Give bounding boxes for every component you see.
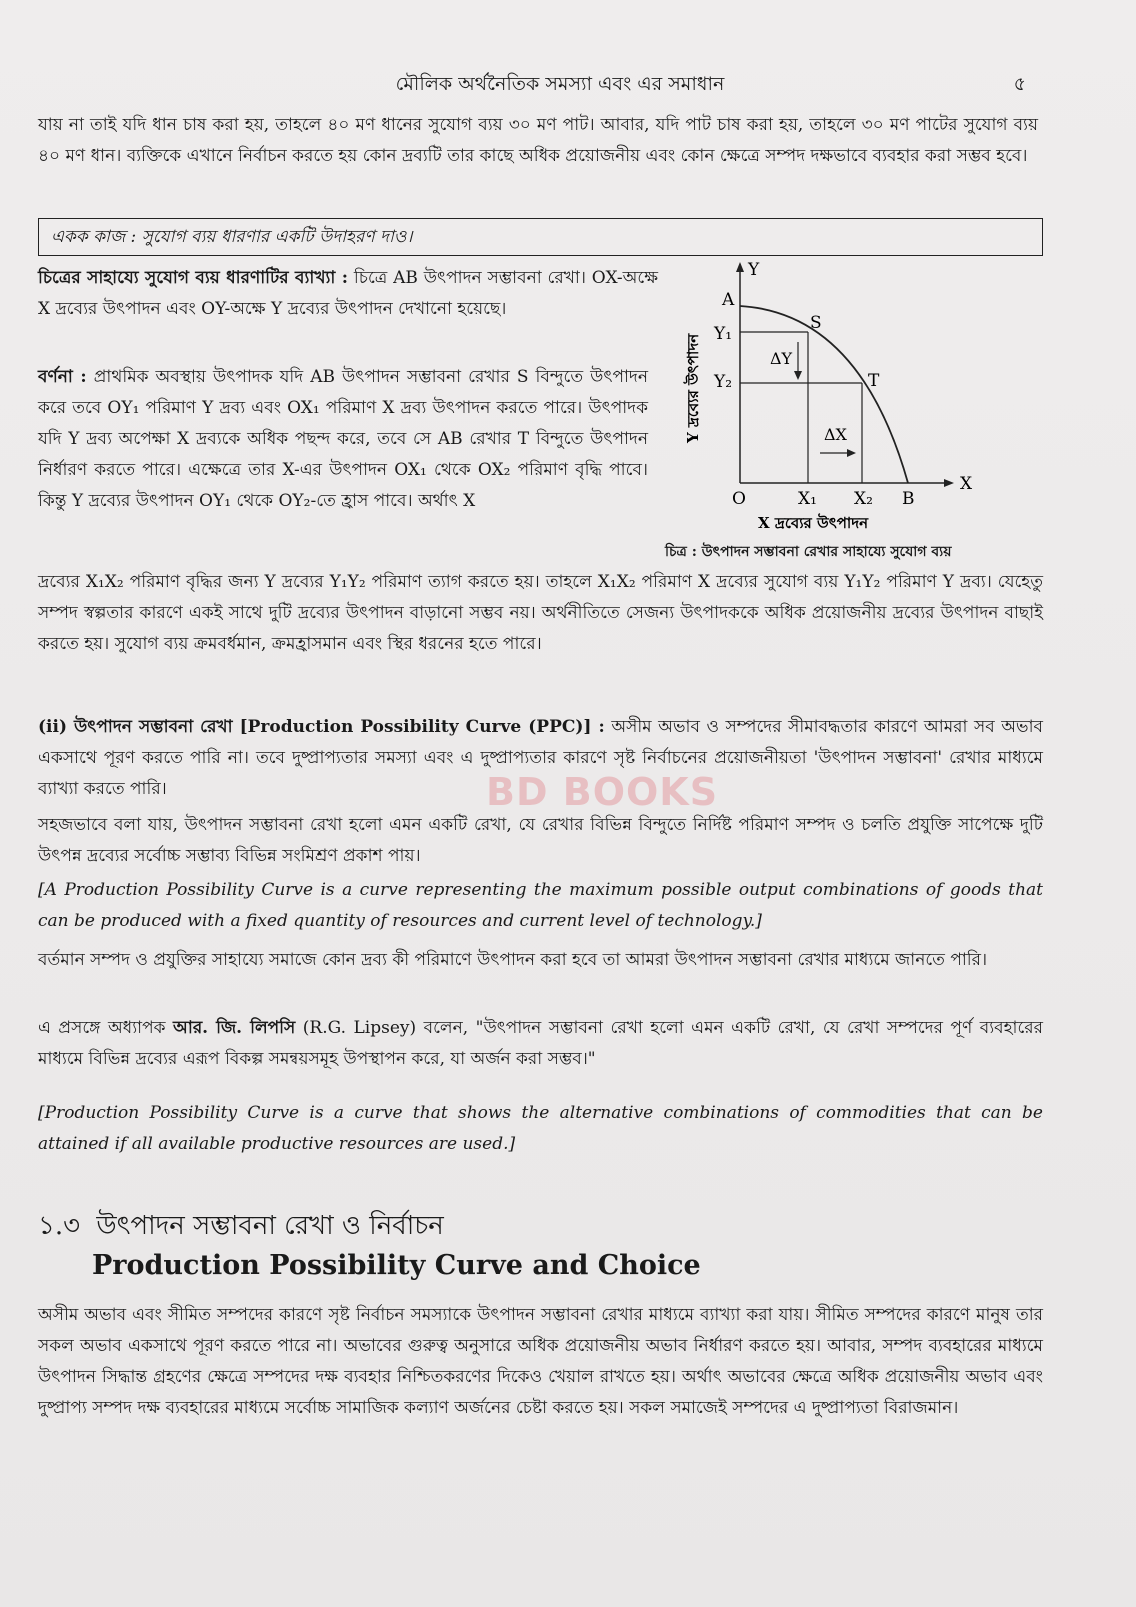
x2-label: X₂ (854, 489, 873, 509)
x-axis-arrow (944, 479, 954, 487)
delta-x-arrowhead (847, 449, 856, 457)
point-a-label: A (722, 290, 735, 310)
lipsey-intro: এ প্রসঙ্গে অধ্যাপক (38, 1018, 166, 1038)
section-title-en: Production Possibility Curve and Choice (92, 1250, 701, 1281)
page-header (0, 70, 1136, 100)
description-label: বর্ণনা : (38, 367, 87, 387)
lipsey-rest: (R.G. Lipsey) বলেন, "উৎপাদন সম্ভাবনা রেখা হলো এমন একটি রেখা, যে রেখা সম্পদের পূর্ণ ব্যবহারের মাধ্যমে বিভিন্ন দ্রব্যের এরূপ বিকল্প সমন্বয়সমূহ উপস্থাপন করে, যা অর্জন করা সম্ভব।" (38, 1018, 1043, 1069)
figure-caption: চিত্র : উৎপাদন সম্ভাবনা রেখার সাহায্যে সুযোগ ব্যয় (665, 544, 952, 560)
diagram-explanation-text: চিত্রে AB উৎপাদন সম্ভাবনা রেখা। OX-অক্ষে X দ্রব্যের উৎপাদন এবং OY-অক্ষে Y দ্রব্যের উৎপাদন দেখানো হয়েছে। (38, 268, 659, 319)
description-text-part1: প্রাথমিক অবস্থায় উৎপাদক যদি AB উৎপাদন সম্ভাবনা রেখার S বিন্দুতে উৎপাদন করে তবে OY₁ পরিমাণ Y দ্রব্য এবং OX₁ পরিমাণ X দ্রব্য উৎপাদন করতে পারে। উৎপাদক যদি Y দ্রব্য অপেক্ষা X দ্রব্যকে অধিক পছন্দ করে, তবে সে AB রেখার T বিন্দুতে উৎপাদন নির্ধারণ করতে পারে। এক্ষেত্রে তার X-এর উৎপাদন OX₁ থেকে OX₂ পরিমাণ বৃদ্ধি পাবে। কিন্তু Y দ্রব্যের উৎপাদন OY₁ থেকে OY₂-তে হ্রাস পাবে। অর্থাৎ X (38, 367, 649, 511)
y-axis-letter: Y (748, 260, 760, 280)
y2-label: Y₂ (714, 372, 733, 392)
y-axis-arrow (736, 262, 744, 272)
running-title: মৌলিক অর্থনৈতিক সমস্যা এবং এর সমাধান (395, 73, 725, 95)
point-t-label: T (868, 371, 880, 391)
delta-y-label: ΔY (770, 349, 793, 368)
description-part1 (38, 362, 648, 517)
ppc-section-text: অসীম অভাব ও সম্পদের সীমাবদ্ধতার কারণে আমরা সব অভাব একসাথে পূরণ করতে পারি না। তবে দুষ্প্রাপ্যতার সমস্যা এবং এ দুষ্প্রাপ্যতার কারণে সৃষ্ট নির্বাচনের প্রয়োজনীয়তা 'উৎপাদন সম্ভাবনা' রেখার মাধ্যমে ব্যাখ্যা করতে পারি। (38, 717, 1043, 799)
y1-label: Y₁ (714, 324, 733, 344)
page-number: ৫ (1013, 73, 1026, 95)
ppc-knowledge-text: বর্তমান সম্পদ ও প্রযুক্তির সাহায্যে সমাজে কোন দ্রব্য কী পরিমাণে উৎপাদন করা হবে তা আমরা উৎপাদন সম্ভাবনা রেখার মাধ্যমে জানতে পারি। (38, 950, 988, 970)
section-1-3-heading (38, 1205, 444, 1249)
task-box: একক কাজ : সুযোগ ব্যয় ধারণার একটি উদাহরণ দাও। (38, 218, 1043, 256)
delta-x-label: ΔX (824, 425, 847, 444)
point-s-label: S (810, 313, 822, 333)
point-b-label: B (902, 489, 915, 509)
ppc-simple-definition: সহজভাবে বলা যায়, উৎপাদন সম্ভাবনা রেখা হলো এমন একটি রেখা, যে রেখার বিভিন্ন বিন্দুতে নির্দিষ্ট পরিমাণ সম্পদ ও চলতি প্রযুক্তি সাপেক্ষে দুটি উৎপন্ন দ্রব্যের সর্বোচ্চ সম্ভাব্য বিভিন্ন সংমিশ্রণ প্রকাশ পায়। (38, 815, 1043, 866)
y-axis-title: Y দ্রব্যের উৎপাদন (684, 333, 702, 443)
diagram-explanation-heading: চিত্রের সাহায্যে সুযোগ ব্যয় ধারণাটির ব্যাখ্যা : (38, 268, 349, 288)
ppc-english-definition: [A Production Possibility Curve is a curve representing the maximum possible output combinations of goods that can be produced with a fixed quantity of resources and current level of technology.] (38, 880, 1043, 931)
lipsey-english: [Production Possibility Curve is a curve that shows the alternative combinations of commodities that can be attained if all available productive resources are used.] (38, 1103, 1043, 1154)
lipsey-quote (38, 1013, 1043, 1075)
section-1-3-text: অসীম অভাব এবং সীমিত সম্পদের কারণে সৃষ্ট নির্বাচন সমস্যাকে উৎপাদন সম্ভাবনা রেখার মাধ্যমে ব্যাখ্যা করা যায়। সীমিত সম্পদের কারণে মানুষ তার সকল অভাব একসাথে পূরণ করতে পারে না। অভাবের গুরুত্ব অনুসারে অধিক প্রয়োজনীয় অভাব নির্ধারণ করতে হয়। আবার, সম্পদ ব্যবহারের মাধ্যমে উৎপাদন সিদ্ধান্ত গ্রহণের ক্ষেত্রে সম্পদের দক্ষ ব্যবহার নিশ্চিতকরণের দিকেও খেয়াল রাখতে হয়। অর্থাৎ অভাবের ক্ষেত্রে অধিক প্রয়োজনীয় অভাব এবং দুষ্প্রাপ্য সম্পদ দক্ষ ব্যবহারের মাধ্যমে সর্বোচ্চ সামাজিক কল্যাণ অর্জনের চেষ্টা করতে হয়। সকল সমাজেই সম্পদের এ দুষ্প্রাপ্যতা বিরাজমান। (38, 1305, 1043, 1418)
ppc-section-heading: (ii) উৎপাদন সম্ভাবনা রেখা [Production Possibility Curve (PPC)] : (38, 717, 605, 737)
x-axis-title: X দ্রব্যের উৎপাদন (758, 514, 869, 532)
x-axis-letter: X (960, 474, 973, 494)
delta-y-arrowhead (794, 371, 802, 380)
description-part2: দ্রব্যের X₁X₂ পরিমাণ বৃদ্ধির জন্য Y দ্রব্যের Y₁Y₂ পরিমাণ ত্যাগ করতে হয়। তাহলে X₁X₂ পরিমাণ X দ্রব্যের সুযোগ ব্যয় Y₁Y₂ পরিমাণ Y দ্রব্য। যেহেতু সম্পদ স্বল্পতার কারণে একই সাথে দুটি দ্রব্যের উৎপাদন বাড়ানো সম্ভব নয়। অর্থনীতিতে সেজন্য উৎপাদককে অধিক প্রয়োজনীয় দ্রব্যের উৎপাদন বাছাই করতে হয়। সুযোগ ব্যয় ক্রমবর্ধমান, ক্রমহ্রাসমান এবং স্থির ধরনের হতে পারে। (38, 572, 1043, 654)
section-title-bn: উৎপাদন সম্ভাবনা রেখা ও নির্বাচন (96, 1211, 444, 1241)
ppc-diagram (684, 258, 1000, 538)
diagram-explanation (38, 263, 658, 325)
section-number: ১.৩ (38, 1211, 81, 1241)
lipsey-name: আর. জি. লিপসি (173, 1018, 296, 1038)
x1-label: X₁ (798, 489, 817, 509)
watermark: BD BOOKS (486, 770, 719, 814)
intro-paragraph: যায় না তাই যদি ধান চাষ করা হয়, তাহলে ৪০ মণ ধানের সুযোগ ব্যয় ৩০ মণ পাট। আবার, যদি পাট চাষ করা হয়, তাহলে ৩০ মণ পাটের সুযোগ ব্যয় ৪০ মণ ধান। ব্যক্তিকে এখানে নির্বাচন করতে হয় কোন দ্রব্যটি তার কাছে অধিক প্রয়োজনীয় এবং কোন ক্ষেত্রে সম্পদ দক্ষভাবে ব্যবহার করা সম্ভব হবে। (38, 115, 1038, 166)
origin-label: O (732, 489, 746, 509)
